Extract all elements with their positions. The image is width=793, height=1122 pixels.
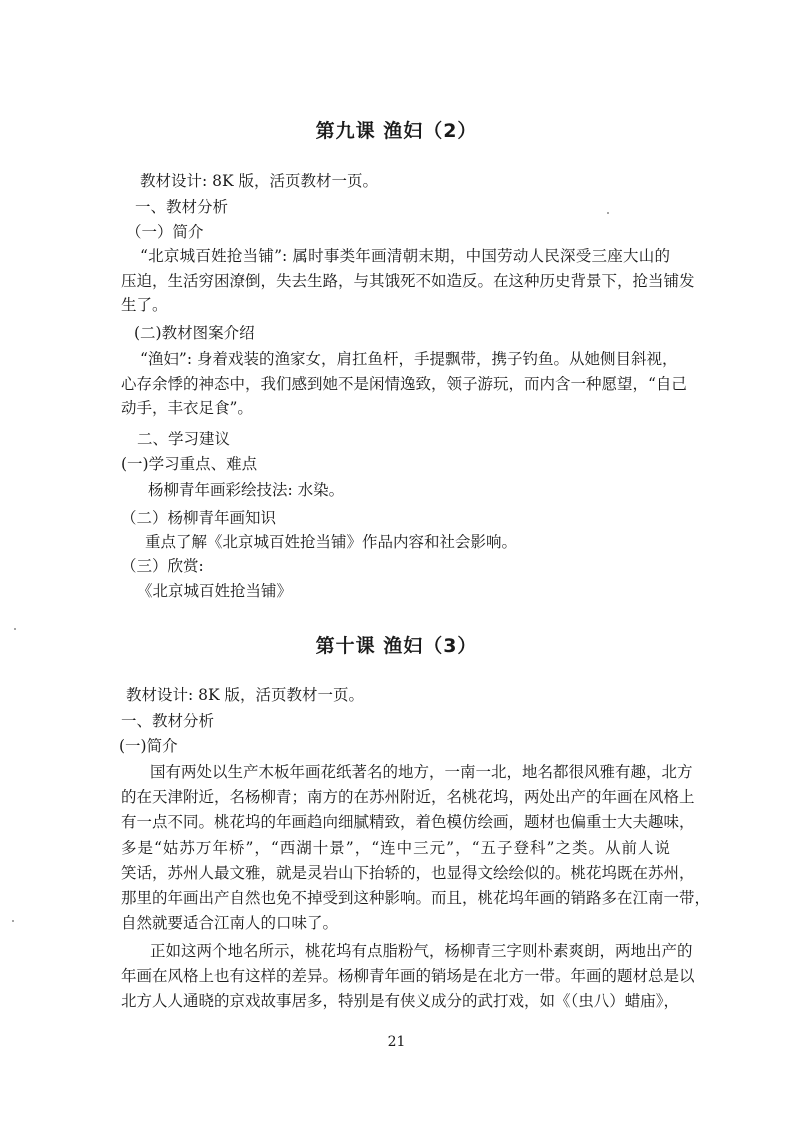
lesson10-para1-line: 的在天津附近，名杨柳青；南方的在苏州附近，名桃花坞，两处出产的年画在风格上 (121, 788, 695, 806)
lesson9-knowledge-text: 重点了解《北京城百姓抢当铺》作品内容和社会影响。 (145, 533, 518, 551)
lesson9-pattern-line: 心存余悸的神态中，我们感到她不是闲情逸致，领子游玩，而内含一种愿望，“自己 (121, 375, 687, 393)
lesson10-para1-line: 多是“姑苏万年桥”，“西湖十景”，“连中三元”，“五子登科”之类。从前人说 (121, 839, 670, 857)
lesson10-para2-line: 年画在风格上也有这样的差异。杨柳青年画的销场是在北方一带。年画的题材总是以 (121, 967, 695, 985)
lesson9-design-line: 教材设计: 8K 版，活页教材一页。 (140, 172, 379, 190)
lesson10-para2-line: 北方人人通晓的京戏故事居多，特别是有侠义成分的武打戏，如《（虫八）蜡庙》， (121, 992, 680, 1010)
scan-speck (12, 920, 14, 922)
lesson9-analysis-heading: 一、教材分析 (135, 198, 229, 216)
lesson10-analysis-heading: 一、教材分析 (121, 712, 215, 730)
lesson9-intro-line: 压迫，生活穷困潦倒，失去生路，与其饿死不如造反。在这种历史背景下，抢当铺发 (121, 272, 695, 290)
lesson10-para1-line: 那里的年画出产自然也免不掉受到这种影响。而且，桃花坞年画的销路多在江南一带， (121, 889, 711, 907)
lesson10-design-line: 教材设计: 8K 版，活页教材一页。 (126, 686, 365, 704)
lesson9-intro-line: “北京城百姓抢当铺”: 属时事类年画清朝末期，中国劳动人民深受三座大山的 (140, 247, 670, 265)
lesson9-knowledge-heading: （二）杨柳青年画知识 (121, 509, 277, 527)
lesson9-appreciation-heading: （三）欣赏: (121, 557, 204, 575)
lesson10-para1-line: 有一点不同。桃花坞的年画趋向细腻精致，着色模仿绘画，题材也偏重士大夫趣味， (121, 813, 695, 831)
lesson9-pattern-line: “渔妇”: 身着戏装的渔家女，肩扛鱼杆，手提飘带，携子钓鱼。从她侧目斜视， (140, 350, 678, 368)
lesson9-intro-heading: （一）简介 (126, 223, 204, 241)
scan-speck (607, 212, 609, 214)
scan-speck (14, 628, 16, 630)
lesson9-study-heading: 二、学习建议 (137, 430, 231, 448)
lesson10-intro-heading: (一)简介 (119, 737, 178, 755)
lesson9-focus-text: 杨柳青年画彩绘技法: 水染。 (148, 481, 345, 499)
lesson10-para1-line: 笑话，苏州人最文雅，就是灵岩山下抬轿的，也显得文绘绘似的。桃花坞既在苏州， (121, 864, 695, 882)
lesson10-title: 第十课 渔妇（3） (315, 635, 478, 657)
lesson9-intro-line: 生了。 (121, 296, 168, 314)
lesson9-pattern-line: 动手，丰衣足食”。 (121, 399, 253, 417)
lesson10-para2-line: 正如这两个地名所示，桃花坞有点脂粉气，杨柳青三字则朴素爽朗，两地出产的 (150, 942, 693, 960)
lesson9-appreciation-text: 《北京城百姓抢当铺》 (137, 582, 293, 600)
lesson9-focus-heading: (一)学习重点、难点 (121, 455, 258, 473)
lesson9-title: 第九课 渔妇（2） (315, 120, 478, 142)
lesson10-para1-line: 国有两处以生产木板年画花纸著名的地方，一南一北，地名都很风雅有趣，北方 (150, 763, 693, 781)
page-number: 21 (387, 1034, 406, 1050)
lesson9-pattern-heading: (二)教材图案介绍 (134, 324, 255, 342)
lesson10-para1-line: 自然就要适合江南人的口味了。 (121, 914, 339, 932)
